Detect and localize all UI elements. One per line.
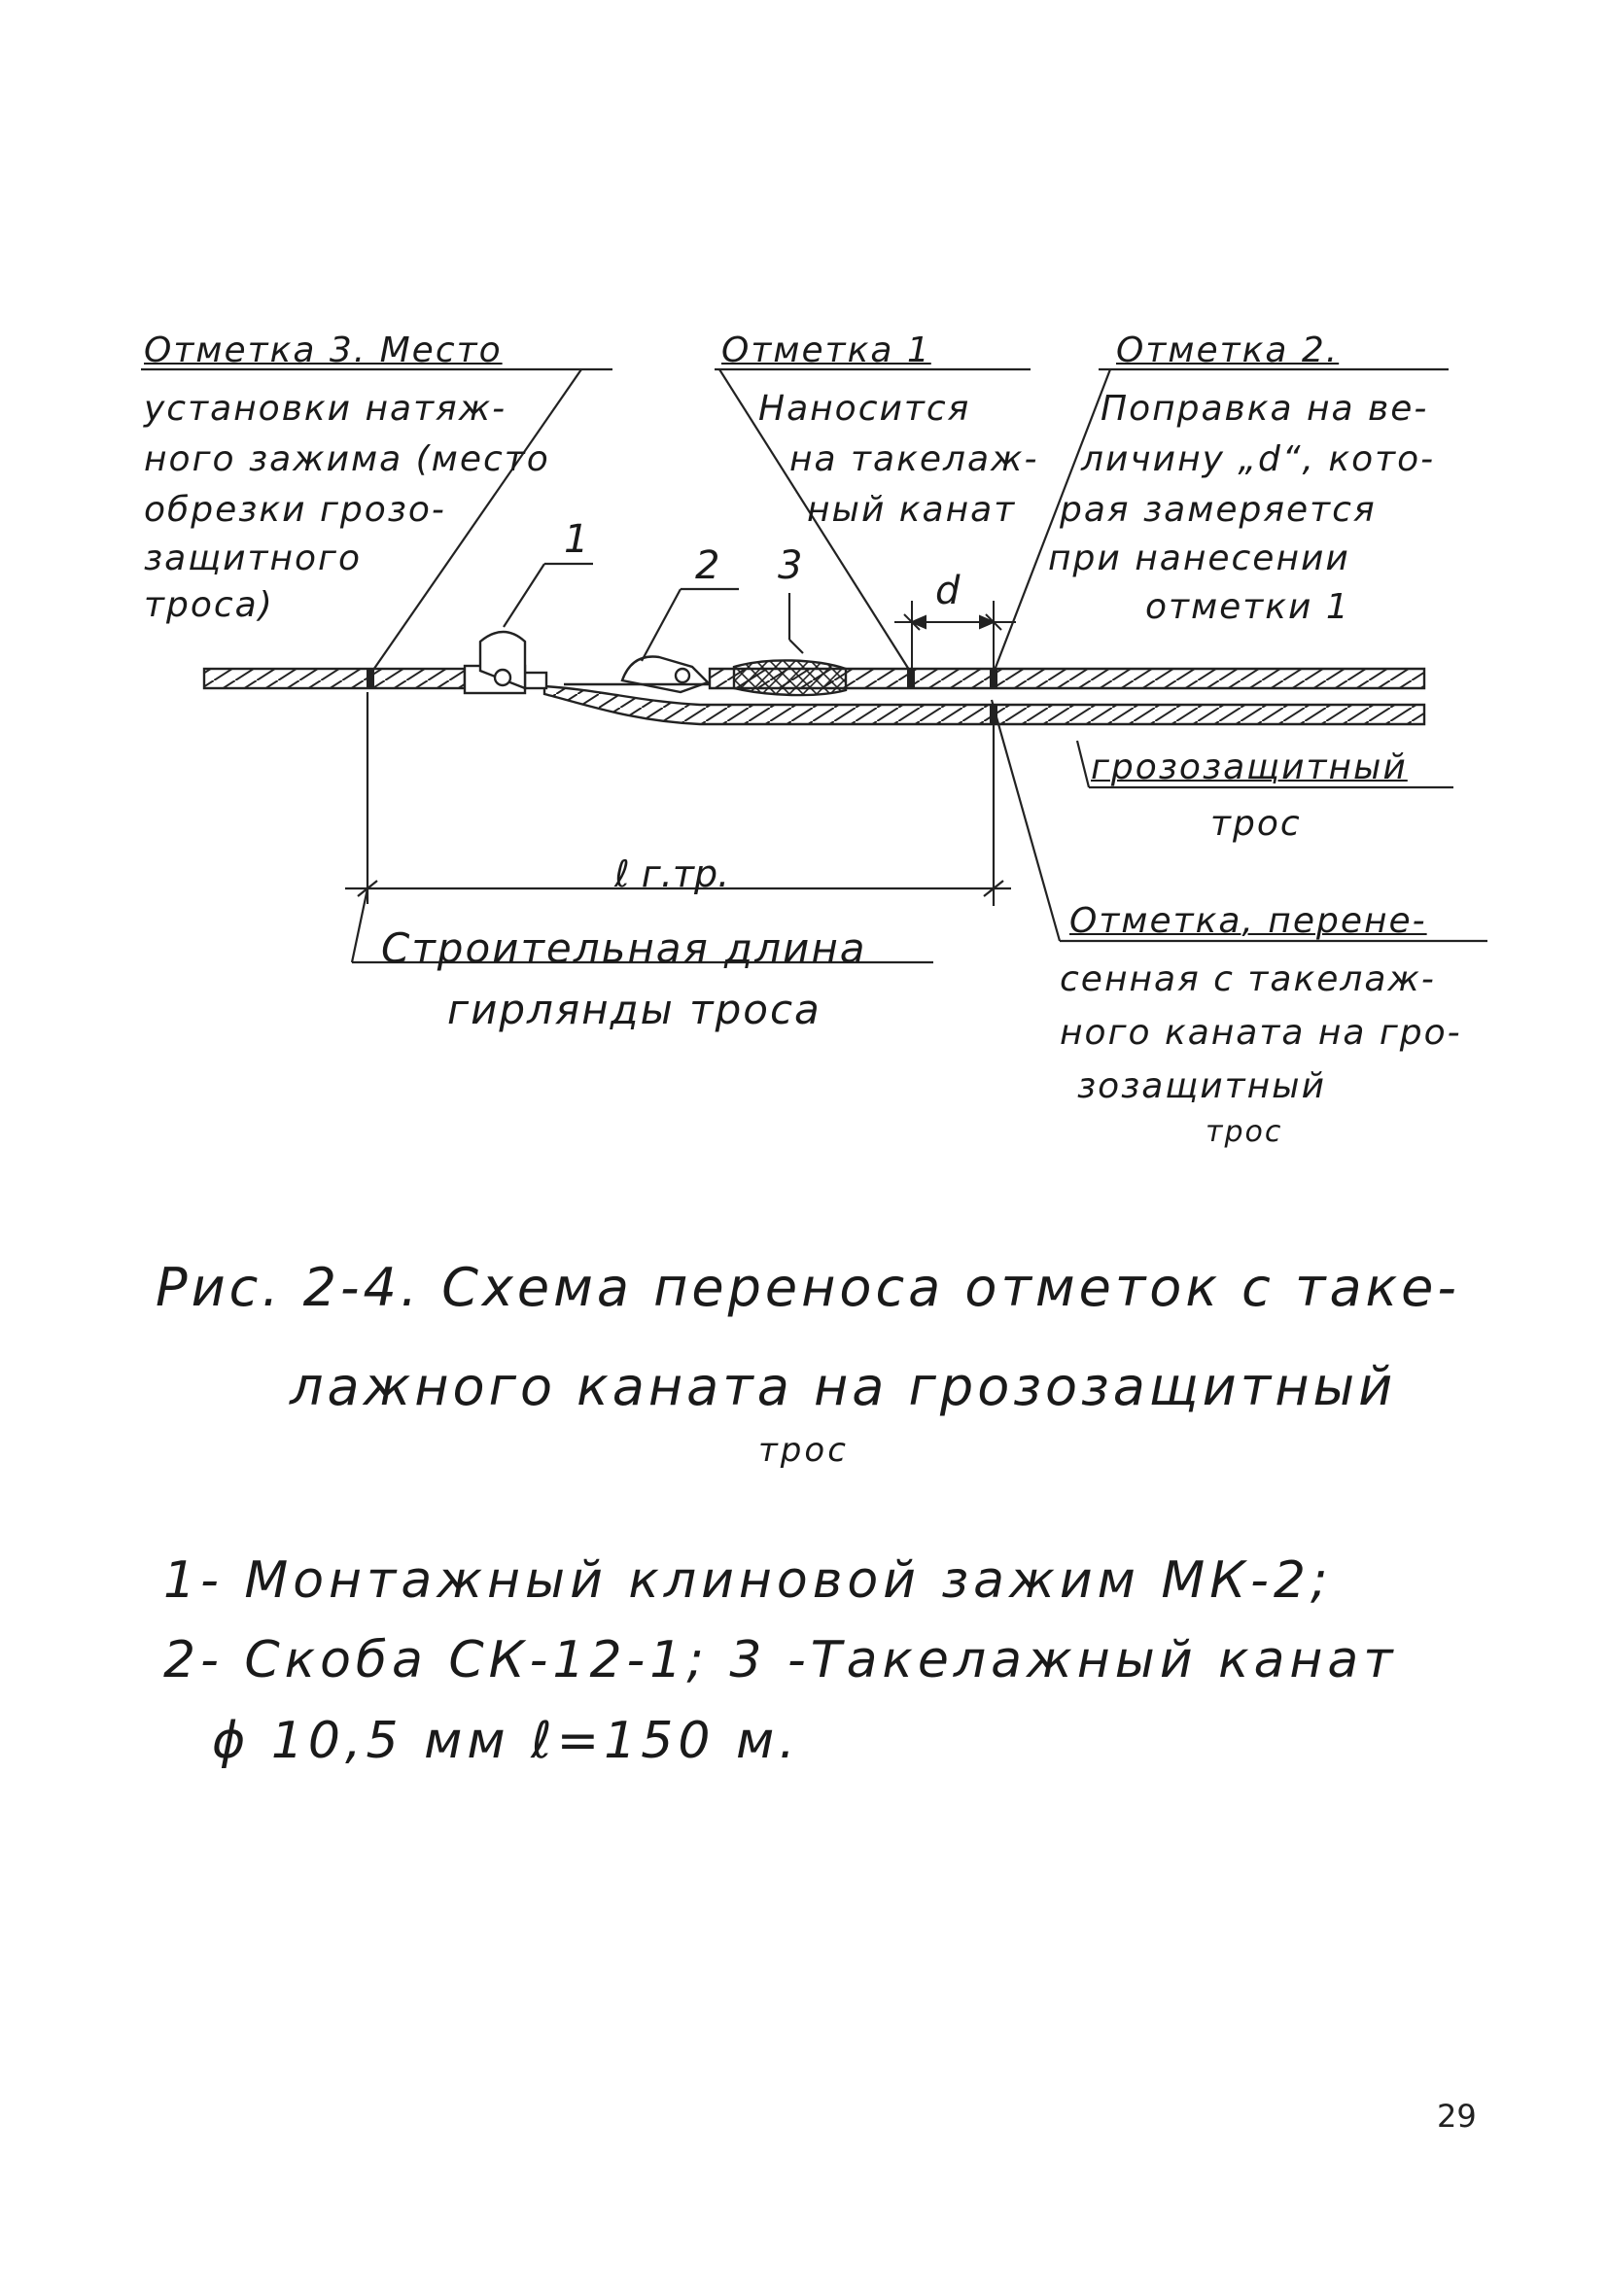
- ground-wire-label: грозозащитный: [1091, 748, 1408, 787]
- transferred-mark-line: трос: [1206, 1115, 1283, 1149]
- figure-caption-line1: Рис. 2-4. Схема переноса отметок с таке-: [156, 1257, 1460, 1318]
- transferred-mark-line: сенная с такелаж-: [1060, 959, 1436, 999]
- mark1-line: Наносится: [758, 389, 971, 429]
- legend-line2: 2- Скоба СК-12-1; 3 -Такелажный канат: [163, 1631, 1398, 1689]
- callout-2: 2: [695, 543, 720, 588]
- figure-caption-line2: лажного каната на грозозащитный: [290, 1356, 1397, 1417]
- callout-1: 1: [564, 517, 589, 562]
- figure-caption-line3: трос: [758, 1431, 849, 1470]
- mark3-title: Отметка 3. Место: [144, 330, 503, 370]
- shackle: [564, 657, 710, 693]
- construction-length-label: Строительная длина: [381, 924, 867, 972]
- transferred-mark-title: Отметка, перене-: [1069, 901, 1427, 941]
- mark1-title: Отметка 1: [721, 330, 931, 370]
- legend-line1: 1- Монтажный клиновой зажим МК-2;: [163, 1551, 1333, 1610]
- transferred-mark-line: ного каната на гро-: [1060, 1013, 1462, 1053]
- mark2-line: личину „d“, кото-: [1081, 439, 1436, 479]
- mark3-line: обрезки грозо-: [144, 490, 446, 530]
- mark2-line: Поправка на ве-: [1101, 389, 1429, 429]
- legend-line3: ϕ 10,5 мм ℓ=150 м.: [212, 1712, 800, 1770]
- dimension-length-label: ℓ г.тр.: [614, 852, 730, 895]
- callout-leaders: [504, 564, 803, 661]
- rigging-rope: [710, 660, 1424, 695]
- mark1-line: ный канат: [807, 490, 1017, 530]
- ground-wire-label-2: трос: [1210, 804, 1302, 844]
- callout-3: 3: [778, 543, 803, 588]
- dimension-d-label: d: [935, 569, 961, 613]
- construction-length-label-2: гирлянды троса: [447, 986, 821, 1033]
- mark3-line: установки натяж-: [144, 389, 507, 429]
- mark3-line: ного зажима (место: [144, 439, 550, 479]
- mark2-line: рая замеряется: [1060, 490, 1377, 530]
- mark3-line: защитного: [144, 539, 362, 578]
- mark2-line: отметки 1: [1145, 587, 1350, 627]
- mark3-line: троса): [144, 585, 274, 625]
- mark2-title: Отметка 2.: [1116, 330, 1340, 370]
- mark1-line: на такелаж-: [789, 439, 1039, 479]
- wedge-clamp: [465, 632, 546, 693]
- transferred-mark-line: зозащитный: [1077, 1066, 1327, 1106]
- page-number: 29: [1437, 2098, 1477, 2135]
- mark2-line: при нанесении: [1048, 539, 1350, 578]
- dimension-length: [345, 692, 1011, 962]
